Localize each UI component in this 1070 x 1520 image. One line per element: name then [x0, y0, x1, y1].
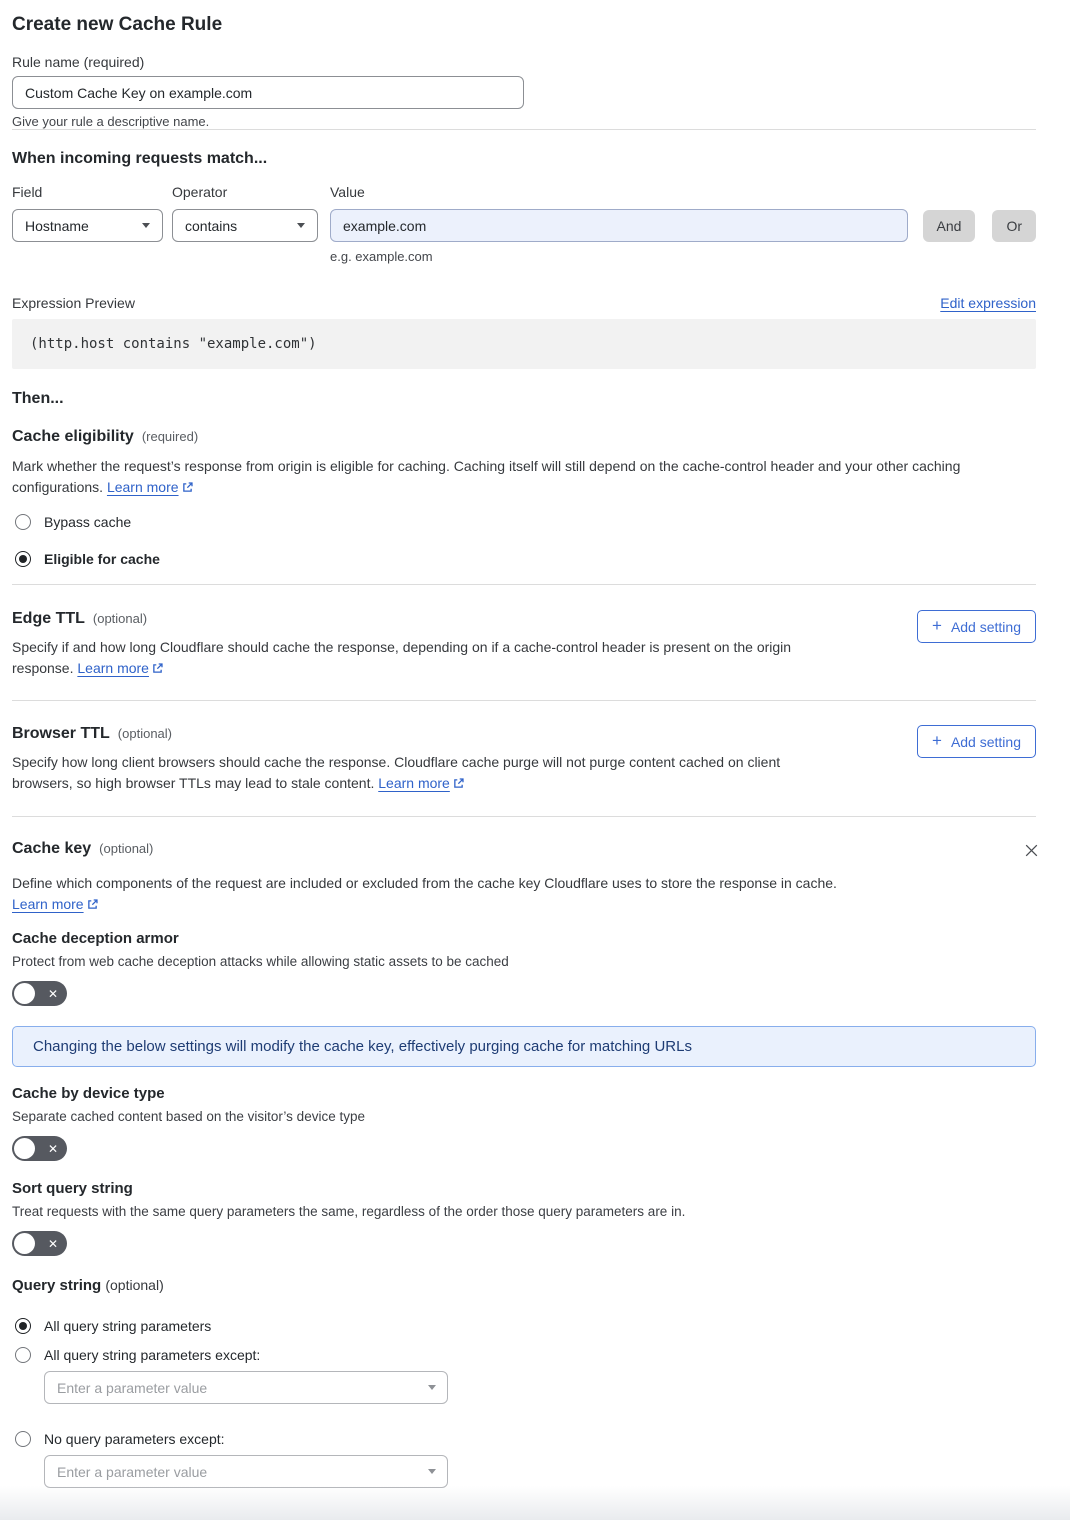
except-parameter-input[interactable]: [44, 1371, 448, 1404]
toggle-off-x-icon: ✕: [47, 986, 58, 1001]
edit-expression-link[interactable]: Edit expression: [940, 295, 1036, 311]
toggle-off-x-icon: ✕: [47, 1141, 58, 1156]
expression-preview-code: (http.host contains "example.com"): [12, 319, 1036, 369]
radio-no-query-parameters-except[interactable]: No query parameters except:: [12, 1431, 1036, 1447]
field-label: Field: [12, 184, 43, 200]
cache-eligibility-title: Cache eligibility: [12, 428, 134, 445]
expression-preview-label: Expression Preview: [12, 295, 135, 311]
query-string-optional-tag: (optional): [105, 1277, 164, 1293]
close-icon[interactable]: [1021, 840, 1042, 864]
radio-eligible-for-cache[interactable]: Eligible for cache: [12, 551, 1036, 567]
chevron-down-icon: [142, 223, 150, 228]
sort-query-string-toggle[interactable]: [12, 1231, 67, 1256]
no-query-parameter-combobox[interactable]: [44, 1455, 448, 1488]
chevron-down-icon: [297, 223, 305, 228]
no-query-parameter-input[interactable]: [44, 1455, 448, 1488]
then-heading: Then...: [12, 390, 64, 407]
cache-key-learn-more-link[interactable]: Learn more: [12, 895, 84, 912]
divider: [12, 129, 1036, 130]
edge-ttl-description: Specify if and how long Cloudflare should cache the response, depending on if a cache-control header is present on the origin response.: [12, 639, 792, 676]
value-label: Value: [330, 184, 365, 200]
operator-selected-value: contains: [185, 217, 238, 234]
cache-key-optional-tag: (optional): [99, 841, 154, 856]
cache-deception-armor-toggle[interactable]: [12, 981, 67, 1006]
or-button[interactable]: Or: [992, 210, 1036, 242]
rule-name-input[interactable]: [12, 76, 524, 109]
and-button[interactable]: And: [923, 210, 976, 242]
toggle-off-x-icon: ✕: [47, 1236, 58, 1251]
scroll-fade: [0, 1486, 1070, 1520]
cache-by-device-type-description: Separate cached content based on the visitor’s device type: [12, 1109, 365, 1124]
radio-circle-icon: [15, 514, 31, 530]
cache-deception-armor-description: Protect from web cache deception attacks while allowing static assets to be cached: [12, 954, 509, 969]
radio-all-query-string-parameters-except[interactable]: All query string parameters except:: [12, 1347, 1036, 1363]
plus-icon: +: [932, 616, 942, 635]
cache-by-device-type-title: Cache by device type: [12, 1085, 165, 1102]
edge-ttl-optional-tag: (optional): [92, 611, 148, 626]
cache-eligibility-learn-more-link[interactable]: Learn more: [106, 478, 179, 495]
radio-circle-icon: [15, 1347, 31, 1363]
cache-key-description: Define which components of the request are included or excluded from the cache key Cloudflare uses to store the response in cache.: [12, 875, 837, 891]
value-hint: e.g. example.com: [330, 249, 433, 264]
operator-select[interactable]: [172, 209, 318, 242]
field-selected-value: Hostname: [25, 217, 89, 234]
cache-eligibility-description: Mark whether the request’s response from origin is eligible for caching. Caching itself will still depend on the cache-control header and your other caching configurations.: [12, 458, 961, 495]
external-link-icon: [151, 662, 164, 678]
browser-ttl-add-setting-button[interactable]: + Add setting: [917, 725, 1036, 758]
field-select[interactable]: [12, 209, 163, 242]
cache-eligibility-required-tag: (required): [141, 429, 199, 444]
cache-key-warning-banner: Changing the below settings will modify the cache key, effectively purging cache for matching URLs: [12, 1026, 1036, 1067]
rule-name-label: Rule name (required): [12, 54, 145, 70]
external-link-icon: [86, 898, 99, 914]
toggle-knob: [14, 1233, 35, 1254]
chevron-down-icon: [428, 1385, 436, 1390]
radio-circle-icon: [15, 1431, 31, 1447]
toggle-knob: [14, 983, 35, 1004]
edge-ttl-title: Edge TTL: [12, 610, 85, 627]
cache-by-device-type-toggle[interactable]: [12, 1136, 67, 1161]
edge-ttl-add-setting-button[interactable]: + Add setting: [917, 610, 1036, 643]
page-title: Create new Cache Rule: [12, 14, 223, 35]
external-link-icon: [452, 777, 465, 793]
edge-ttl-learn-more-link[interactable]: Learn more: [77, 659, 149, 676]
match-section-heading: When incoming requests match...: [12, 150, 268, 167]
match-condition-row: [12, 184, 1036, 242]
sort-query-string-description: Treat requests with the same query parameters the same, regardless of the order those query parameters are in.: [12, 1204, 686, 1219]
radio-circle-checked-icon: [15, 551, 31, 567]
browser-ttl-description: Specify how long client browsers should cache the response. Cloudflare cache purge will not purge content cached on client browsers, so high browser TTLs may lead to stale content.: [12, 754, 781, 791]
browser-ttl-learn-more-link[interactable]: Learn more: [378, 774, 450, 791]
browser-ttl-title: Browser TTL: [12, 725, 110, 742]
sort-query-string-title: Sort query string: [12, 1180, 133, 1197]
radio-circle-checked-icon: [15, 1318, 31, 1334]
query-string-title: Query string (optional): [12, 1277, 164, 1294]
operator-label: Operator: [172, 184, 228, 200]
chevron-down-icon: [428, 1469, 436, 1474]
cache-deception-armor-title: Cache deception armor: [12, 930, 179, 947]
radio-bypass-cache[interactable]: Bypass cache: [12, 514, 1036, 530]
cache-key-title: Cache key: [12, 840, 92, 857]
plus-icon: +: [932, 731, 942, 750]
except-parameter-combobox[interactable]: [44, 1371, 448, 1404]
external-link-icon: [181, 481, 194, 497]
browser-ttl-optional-tag: (optional): [117, 726, 172, 741]
rule-name-helper: Give your rule a descriptive name.: [12, 114, 210, 129]
radio-all-query-string-parameters[interactable]: All query string parameters: [12, 1318, 1036, 1334]
value-input[interactable]: [330, 209, 908, 242]
toggle-knob: [14, 1138, 35, 1159]
